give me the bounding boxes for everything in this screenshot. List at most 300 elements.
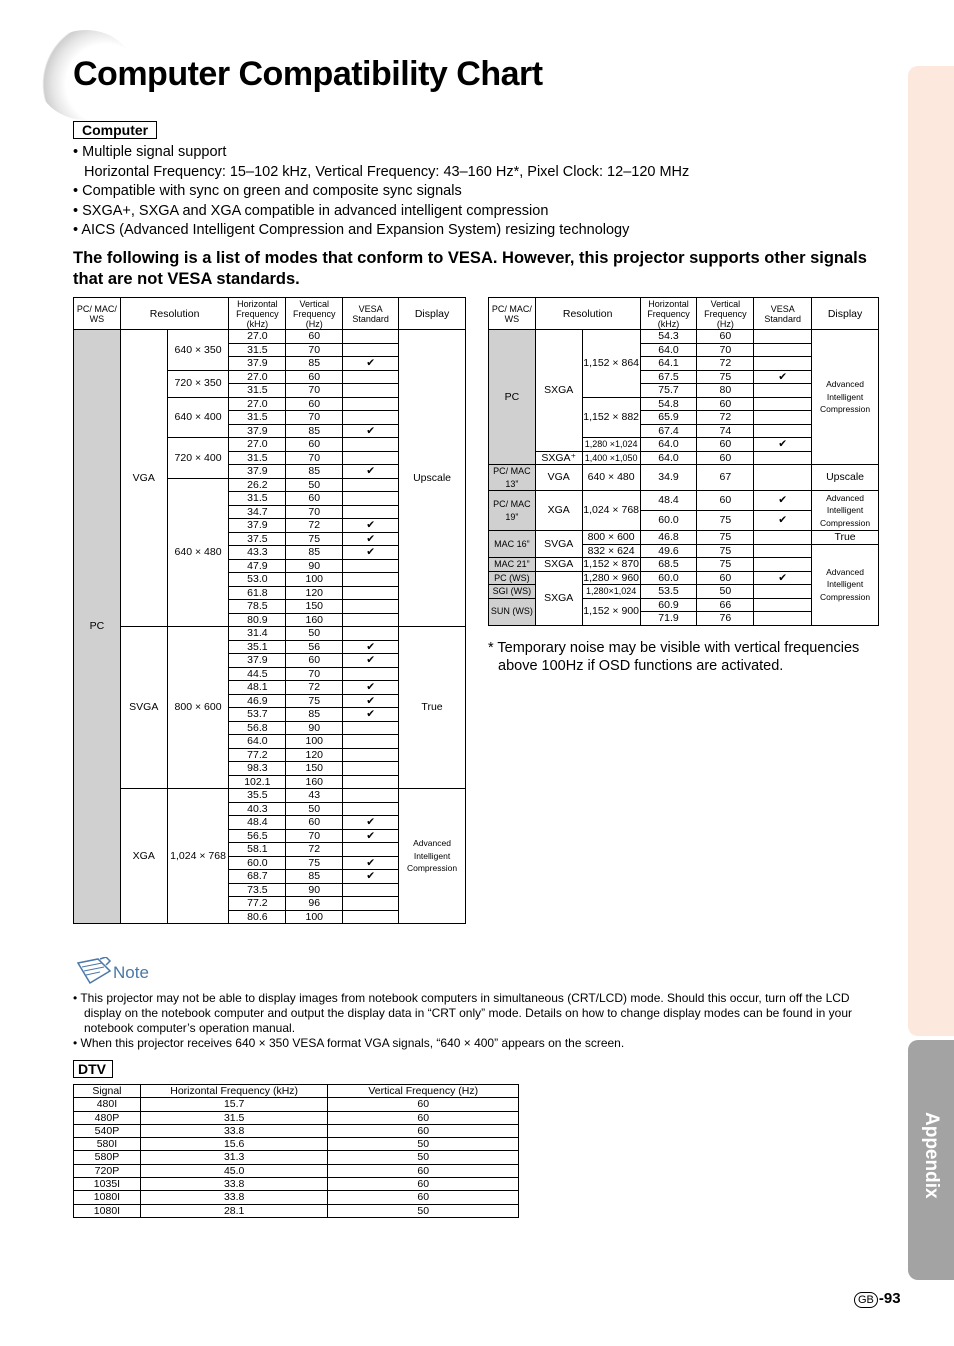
computer-label: Computer: [73, 121, 157, 139]
vfreq: 70: [286, 451, 343, 465]
vesa-check: ✔: [754, 438, 812, 452]
col-display: Display: [399, 298, 466, 330]
vfreq: 90: [286, 721, 343, 735]
resolution: 1,280×1,024: [582, 585, 640, 599]
dtv-hfreq: 28.1: [140, 1204, 328, 1217]
dtv-vfreq: 60: [328, 1178, 519, 1191]
vesa-check: ✔: [343, 816, 399, 830]
vfreq: 66: [697, 598, 754, 612]
hfreq: 49.6: [640, 544, 697, 558]
vesa-cell: [754, 411, 812, 425]
vesa-cell: [343, 762, 399, 776]
note-icon: [76, 957, 112, 985]
note-item: • This projector may not be able to display images from notebook computers in simultaneous (CRT/LCD) mode. Should this occur, turn off the LCD display on the notebook computer and output the display data in “CRT only” mode. Details on how to change display modes can be found in your notebook computer’s operation manual.: [73, 991, 853, 1035]
hfreq: 37.5: [229, 532, 286, 546]
note-item: • When this projector receives 640 × 350 VESA format VGA signals, “640 × 400” appears on the screen.: [73, 1036, 625, 1050]
hfreq: 61.8: [229, 586, 286, 600]
vfreq: 70: [286, 343, 343, 357]
hfreq: 64.1: [640, 357, 697, 371]
vfreq: 56: [286, 640, 343, 654]
vesa-check: ✔: [343, 357, 399, 371]
dtv-row: [74, 1151, 519, 1164]
vesa-cell: [754, 585, 812, 599]
page-number: [854, 1290, 901, 1308]
display-mode: Advanced Intelligent Compression: [812, 491, 879, 531]
vesa-cell: [343, 559, 399, 573]
dtv-row: [74, 1098, 519, 1111]
dtv-row: [74, 1204, 519, 1217]
vesa-cell: [754, 384, 812, 398]
hfreq: 31.5: [229, 411, 286, 425]
vfreq: 70: [286, 411, 343, 425]
dtv-signal: 580I: [74, 1138, 141, 1151]
vfreq: 72: [286, 843, 343, 857]
vesa-check: ✔: [343, 546, 399, 560]
vesa-cell: [343, 897, 399, 911]
resolution: 1,152 × 864: [582, 330, 640, 398]
hfreq: 37.9: [229, 424, 286, 438]
vesa-cell: [754, 558, 812, 572]
dtv-row: [74, 1138, 519, 1151]
vesa-intro: The following is a list of modes that conform to VESA. However, this projector supports other signals that are not VESA standards.: [73, 249, 867, 288]
signal-type: XGA: [120, 789, 167, 924]
vfreq: 70: [697, 343, 754, 357]
vfreq: 50: [697, 585, 754, 599]
hfreq: 34.7: [229, 505, 286, 519]
vesa-cell: [754, 465, 812, 491]
hfreq: 71.9: [640, 612, 697, 626]
vesa-cell: [343, 735, 399, 749]
vfreq: 60: [286, 370, 343, 384]
dtv-col-signal: Signal: [74, 1085, 141, 1098]
bullet-item: • Multiple signal support: [73, 144, 227, 160]
vesa-cell: [343, 600, 399, 614]
hfreq: 46.9: [229, 694, 286, 708]
hfreq: 75.7: [640, 384, 697, 398]
vfreq: 90: [286, 883, 343, 897]
dtv-col-vfreq: Vertical Frequency (Hz): [328, 1085, 519, 1098]
bullet-item: • SXGA+, SXGA and XGA compatible in advanced intelligent compression: [73, 202, 549, 219]
signal-type: VGA: [120, 330, 167, 627]
hfreq: 58.1: [229, 843, 286, 857]
hfreq: 27.0: [229, 330, 286, 344]
dtv-vfreq: 60: [328, 1164, 519, 1177]
vesa-check: ✔: [754, 370, 812, 384]
type-xga: XGA: [535, 491, 582, 531]
hfreq: 31.5: [229, 492, 286, 506]
footnote: * Temporary noise may be visible with vertical frequencies above 100Hz if OSD functions are activated.: [488, 640, 860, 674]
hfreq: 78.5: [229, 600, 286, 614]
display-mode: True: [399, 627, 466, 789]
vesa-cell: [343, 343, 399, 357]
vfreq: 72: [286, 519, 343, 533]
dtv-hfreq: 15.6: [140, 1138, 328, 1151]
vesa-cell: [343, 910, 399, 924]
resolution: 1,024 × 768: [582, 491, 640, 531]
hfreq: 53.0: [229, 573, 286, 587]
vesa-cell: [343, 370, 399, 384]
hfreq: 40.3: [229, 802, 286, 816]
col-vfreq: Vertical Frequency (Hz): [286, 298, 343, 330]
dtv-vfreq: 60: [328, 1124, 519, 1137]
vesa-check: ✔: [754, 511, 812, 531]
hfreq: 47.9: [229, 559, 286, 573]
resolution: 1,280 ×1,024: [582, 438, 640, 452]
dtv-vfreq: 60: [328, 1191, 519, 1204]
vfreq: 60: [286, 492, 343, 506]
display-mode: Advanced Intelligent Compression: [399, 789, 466, 924]
hfreq: 31.4: [229, 627, 286, 641]
hfreq: 56.5: [229, 829, 286, 843]
vesa-cell: [343, 802, 399, 816]
side-tab-appendix[interactable]: [908, 1040, 954, 1280]
vfreq: 60: [697, 451, 754, 465]
dtv-hfreq: 33.8: [140, 1178, 328, 1191]
display-mode: True: [812, 531, 879, 545]
dtv-hfreq: 31.3: [140, 1151, 328, 1164]
dtv-col-hfreq: Horizontal Frequency (kHz): [140, 1085, 328, 1098]
category-sgiws: SGI (WS): [489, 585, 536, 599]
display-mode: Upscale: [812, 465, 879, 491]
resolution: 1,400 ×1,050: [582, 451, 640, 465]
hfreq: 34.9: [640, 465, 697, 491]
hfreq: 56.8: [229, 721, 286, 735]
resolution: 1,152 × 900: [582, 598, 640, 625]
vfreq: 85: [286, 546, 343, 560]
hfreq: 64.0: [640, 438, 697, 452]
vfreq: 76: [697, 612, 754, 626]
hfreq: 77.2: [229, 897, 286, 911]
col-pcmacws: PC/ MAC/ WS: [489, 298, 536, 330]
side-tab-top: [908, 66, 954, 1036]
vesa-cell: [343, 505, 399, 519]
resolution: 640 × 350: [167, 330, 229, 371]
resolution: 800 × 600: [167, 627, 229, 789]
dtv-signal: 720P: [74, 1164, 141, 1177]
hfreq: 60.9: [640, 598, 697, 612]
resolution: 640 × 480: [582, 465, 640, 491]
vesa-check: ✔: [343, 465, 399, 479]
vesa-cell: [343, 667, 399, 681]
vesa-check: ✔: [343, 870, 399, 884]
table-row: [74, 627, 466, 641]
vesa-cell: [343, 438, 399, 452]
hfreq: 98.3: [229, 762, 286, 776]
vfreq: 75: [697, 370, 754, 384]
dtv-label: DTV: [73, 1060, 113, 1078]
vesa-check: ✔: [343, 694, 399, 708]
vesa-cell: [343, 748, 399, 762]
vesa-cell: [343, 613, 399, 627]
vfreq: 120: [286, 748, 343, 762]
resolution: 1,152 × 870: [583, 558, 639, 570]
vfreq: 75: [286, 694, 343, 708]
bullet-item-continued: Horizontal Frequency: 15–102 kHz, Vertical Frequency: 43–160 Hz*, Pixel Clock: 12–120 MHz: [84, 163, 690, 180]
hfreq: 48.4: [229, 816, 286, 830]
vfreq: 160: [286, 775, 343, 789]
vfreq: 75: [697, 531, 754, 545]
resolution: 1,152 × 882: [582, 397, 640, 438]
vfreq: 100: [286, 573, 343, 587]
hfreq: 80.6: [229, 910, 286, 924]
hfreq: 54.8: [640, 397, 697, 411]
vfreq: 60: [286, 654, 343, 668]
gb-badge: GB: [854, 1292, 878, 1308]
vesa-cell: [754, 598, 812, 612]
dtv-signal: 1080I: [74, 1191, 141, 1204]
vfreq: 150: [286, 600, 343, 614]
dtv-hfreq: 33.8: [140, 1124, 328, 1137]
hfreq: 37.9: [229, 654, 286, 668]
vesa-check: ✔: [343, 681, 399, 695]
vesa-check: ✔: [343, 654, 399, 668]
dtv-signal: 540P: [74, 1124, 141, 1137]
hfreq: 43.3: [229, 546, 286, 560]
vesa-check: ✔: [754, 571, 812, 585]
type-svga: SVGA: [535, 531, 582, 558]
vfreq: 72: [697, 411, 754, 425]
vesa-cell: [754, 424, 812, 438]
vfreq: 75: [697, 558, 754, 572]
vesa-cell: [754, 451, 812, 465]
dtv-hfreq: 31.5: [140, 1111, 328, 1124]
hfreq: 27.0: [229, 397, 286, 411]
type-sxga: SXGA: [535, 558, 582, 572]
display-mode: Upscale: [399, 330, 466, 627]
category-pcmac13: PC/ MAC 13”: [489, 465, 536, 491]
vfreq: 90: [286, 559, 343, 573]
vfreq: 50: [286, 478, 343, 492]
vesa-cell: [754, 544, 812, 558]
vesa-cell: [754, 343, 812, 357]
hfreq: 102.1: [229, 775, 286, 789]
dtv-row: [74, 1124, 519, 1137]
dtv-signal: 480I: [74, 1098, 141, 1111]
vfreq: 70: [286, 505, 343, 519]
vfreq: 75: [697, 544, 754, 558]
type-sxga-plus: SXGA⁺: [535, 451, 582, 465]
vesa-cell: [343, 411, 399, 425]
hfreq: 37.9: [229, 465, 286, 479]
hfreq: 48.1: [229, 681, 286, 695]
hfreq: 64.0: [640, 343, 697, 357]
vesa-cell: [754, 612, 812, 626]
hfreq: 73.5: [229, 883, 286, 897]
dtv-vfreq: 50: [328, 1151, 519, 1164]
vesa-check: ✔: [343, 424, 399, 438]
resolution: 640 × 480: [167, 478, 229, 627]
note-label: Note: [113, 963, 149, 982]
notes-list: [73, 991, 883, 1051]
hfreq: 60.0: [229, 856, 286, 870]
vfreq: 85: [286, 708, 343, 722]
hfreq: 53.5: [640, 585, 697, 599]
vesa-cell: [343, 843, 399, 857]
dtv-signal: 1035I: [74, 1178, 141, 1191]
vfreq: 80: [697, 384, 754, 398]
vesa-cell: [343, 883, 399, 897]
hfreq: 44.5: [229, 667, 286, 681]
type-vga: VGA: [535, 465, 582, 491]
col-vfreq: Vertical Frequency (Hz): [697, 298, 754, 330]
resolution: 720 × 350: [167, 370, 229, 397]
resolution: 1,280 × 960: [583, 571, 639, 584]
col-pcmacws: PC/ MAC/ WS: [74, 298, 121, 330]
vfreq: 60: [286, 438, 343, 452]
display-mode: Advanced Intelligent Compression: [812, 330, 879, 465]
dtv-hfreq: 15.7: [140, 1098, 328, 1111]
vfreq: 67: [697, 465, 754, 491]
type-sxga: SXGA: [535, 330, 582, 452]
resolution: 800 × 600: [582, 531, 640, 545]
vfreq: 60: [697, 438, 754, 452]
vfreq: 75: [286, 532, 343, 546]
col-resolution: Resolution: [120, 298, 229, 330]
vesa-cell: [343, 586, 399, 600]
hfreq: 67.5: [640, 370, 697, 384]
category-mac16: MAC 16”: [489, 531, 536, 558]
vesa-cell: [343, 384, 399, 398]
dtv-vfreq: 50: [328, 1138, 519, 1151]
vesa-check: ✔: [343, 856, 399, 870]
vfreq: 75: [697, 511, 754, 531]
page-number-text: -93: [878, 1290, 901, 1307]
vesa-table-right: [488, 297, 879, 626]
vesa-check: ✔: [343, 532, 399, 546]
category-mac21: MAC 21”: [489, 558, 536, 572]
vesa-cell: [343, 573, 399, 587]
vfreq: 50: [286, 802, 343, 816]
vfreq: 60: [697, 330, 754, 344]
dtv-row: [74, 1178, 519, 1191]
vesa-cell: [343, 721, 399, 735]
hfreq: 48.4: [640, 491, 697, 511]
resolution: 640 × 400: [167, 397, 229, 438]
vfreq: 70: [286, 384, 343, 398]
dtv-table: [73, 1084, 519, 1218]
vfreq: 150: [286, 762, 343, 776]
vfreq: 85: [286, 870, 343, 884]
dtv-row: [74, 1164, 519, 1177]
hfreq: 35.1: [229, 640, 286, 654]
col-hfreq: Horizontal Frequency (kHz): [229, 298, 286, 330]
vesa-cell: [343, 492, 399, 506]
side-tab-label: Appendix: [921, 1112, 942, 1199]
vesa-cell: [343, 789, 399, 803]
vesa-cell: [343, 478, 399, 492]
category-pcws: PC (WS): [489, 571, 536, 585]
vesa-cell: [343, 627, 399, 641]
col-display: Display: [812, 298, 879, 330]
dtv-vfreq: 50: [328, 1204, 519, 1217]
vesa-cell: [343, 775, 399, 789]
vfreq: 70: [286, 829, 343, 843]
vfreq: 60: [697, 397, 754, 411]
dtv-signal: 1080I: [74, 1204, 141, 1217]
vesa-check: ✔: [754, 491, 812, 511]
dtv-row: [74, 1111, 519, 1124]
vesa-check: ✔: [343, 519, 399, 533]
vfreq: 50: [286, 627, 343, 641]
vfreq: 96: [286, 897, 343, 911]
hfreq: 60.0: [640, 511, 697, 531]
resolution: 832 × 624: [582, 544, 640, 558]
vesa-check: ✔: [343, 708, 399, 722]
hfreq: 54.3: [640, 330, 697, 344]
hfreq: 64.0: [640, 451, 697, 465]
feature-list: [73, 143, 689, 241]
dtv-signal: 580P: [74, 1151, 141, 1164]
vfreq: 60: [286, 397, 343, 411]
vfreq: 72: [697, 357, 754, 371]
hfreq: 68.7: [229, 870, 286, 884]
col-vesa: VESA Standard: [754, 298, 812, 330]
vfreq: 160: [286, 613, 343, 627]
resolution: 1,024 × 768: [167, 789, 229, 924]
hfreq: 35.5: [229, 789, 286, 803]
vfreq: 70: [286, 667, 343, 681]
vesa-table-left: [73, 297, 466, 924]
type-sxga: SXGA: [535, 571, 582, 625]
hfreq: 64.0: [229, 735, 286, 749]
hfreq: 65.9: [640, 411, 697, 425]
dtv-hfreq: 33.8: [140, 1191, 328, 1204]
hfreq: 67.4: [640, 424, 697, 438]
table-row: [74, 330, 466, 344]
vfreq: 43: [286, 789, 343, 803]
dtv-vfreq: 60: [328, 1098, 519, 1111]
vesa-cell: [343, 330, 399, 344]
display-mode: Advanced Intelligent Compression: [812, 544, 879, 625]
vfreq: 60: [286, 816, 343, 830]
vfreq: 74: [697, 424, 754, 438]
hfreq: 68.5: [640, 558, 697, 572]
vesa-cell: [754, 357, 812, 371]
hfreq: 31.5: [229, 451, 286, 465]
hfreq: 37.9: [229, 519, 286, 533]
hfreq: 27.0: [229, 438, 286, 452]
vesa-cell: [754, 397, 812, 411]
vesa-cell: [343, 451, 399, 465]
vfreq: 72: [286, 681, 343, 695]
hfreq: 31.5: [229, 343, 286, 357]
hfreq: 80.9: [229, 613, 286, 627]
vesa-cell: [754, 330, 812, 344]
vesa-cell: [343, 397, 399, 411]
signal-type: SVGA: [120, 627, 167, 789]
dtv-hfreq: 45.0: [140, 1164, 328, 1177]
vfreq: 60: [697, 491, 754, 511]
hfreq: 31.5: [229, 384, 286, 398]
vfreq: 100: [286, 735, 343, 749]
vfreq: 85: [286, 424, 343, 438]
hfreq: 77.2: [229, 748, 286, 762]
hfreq: 60.0: [640, 571, 697, 585]
resolution: 720 × 400: [167, 438, 229, 479]
vfreq: 85: [286, 357, 343, 371]
hfreq: 53.7: [229, 708, 286, 722]
category-pcmac19: PC/ MAC 19”: [489, 491, 536, 531]
vfreq: 85: [286, 465, 343, 479]
hfreq: 27.0: [229, 370, 286, 384]
dtv-vfreq: 60: [328, 1111, 519, 1124]
col-resolution: Resolution: [535, 298, 640, 330]
col-vesa: VESA Standard: [343, 298, 399, 330]
hfreq: 26.2: [229, 478, 286, 492]
vfreq: 120: [286, 586, 343, 600]
vfreq: 60: [286, 330, 343, 344]
vesa-check: ✔: [343, 829, 399, 843]
